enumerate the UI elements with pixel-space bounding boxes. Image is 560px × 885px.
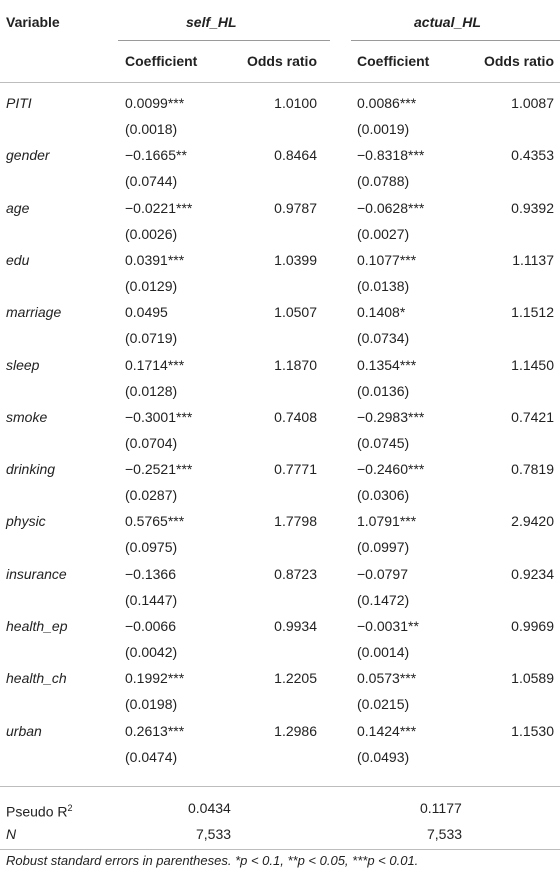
odds-ratio-actual: 1.1450	[511, 357, 554, 373]
coefficient-self: 0.5765***	[125, 513, 185, 529]
odds-ratio-actual: 0.4353	[511, 147, 554, 163]
coefficient-actual: 0.1354***	[357, 357, 417, 373]
std-error-self: (0.0474)	[125, 749, 178, 765]
footer-divider	[0, 849, 560, 850]
variable-name: health_ch	[6, 670, 67, 686]
variable-name: age	[6, 200, 30, 216]
odds-ratio-self: 1.0100	[274, 95, 317, 111]
coef-header-2: Coefficient	[357, 53, 430, 69]
coefficient-self: 0.0391***	[125, 252, 185, 268]
std-error-self: (0.0287)	[125, 487, 178, 503]
pseudo-r2-value-1: 0.0434	[188, 800, 231, 816]
coefficient-self: −0.3001***	[125, 409, 193, 425]
std-error-self: (0.0042)	[125, 644, 178, 660]
coefficient-actual: −0.2983***	[357, 409, 425, 425]
coefficient-self: −0.0066	[125, 618, 176, 634]
odds-ratio-self: 1.0399	[274, 252, 317, 268]
odds-ratio-actual: 1.1137	[512, 252, 554, 268]
variable-name: sleep	[6, 357, 40, 373]
odds-ratio-self: 1.7798	[274, 513, 317, 529]
variable-name: physic	[6, 513, 46, 529]
variable-name: gender	[6, 147, 50, 163]
coefficient-self: 0.0099***	[125, 95, 185, 111]
std-error-actual: (0.0215)	[357, 696, 410, 712]
odds-ratio-actual: 0.9392	[511, 200, 554, 216]
variable-name: PITI	[6, 95, 32, 111]
odds-ratio-actual: 1.0087	[511, 95, 554, 111]
std-error-self: (0.1447)	[125, 592, 178, 608]
coefficient-actual: −0.8318***	[357, 147, 425, 163]
coefficient-actual: 1.0791***	[357, 513, 417, 529]
std-error-actual: (0.0014)	[357, 644, 410, 660]
odds-ratio-actual: 2.9420	[511, 513, 554, 529]
variable-name: smoke	[6, 409, 48, 425]
std-error-self: (0.0975)	[125, 539, 178, 555]
coefficient-actual: 0.1424***	[357, 723, 417, 739]
std-error-actual: (0.0788)	[357, 173, 410, 189]
std-error-self: (0.0198)	[125, 696, 178, 712]
std-error-actual: (0.0027)	[357, 226, 410, 242]
variable-name: marriage	[6, 304, 62, 320]
n-label: N	[6, 826, 17, 842]
odds-ratio-self: 0.9934	[274, 618, 317, 634]
variable-name: insurance	[6, 566, 67, 582]
std-error-actual: (0.0138)	[357, 278, 410, 294]
header-divider	[0, 82, 560, 83]
odds-ratio-self: 1.2986	[274, 723, 317, 739]
std-error-actual: (0.0493)	[357, 749, 410, 765]
variable-name: health_ep	[6, 618, 68, 634]
odds-ratio-actual: 1.1530	[511, 723, 554, 739]
variable-header: Variable	[6, 14, 60, 30]
odds-ratio-self: 0.9787	[274, 200, 317, 216]
coefficient-self: −0.2521***	[125, 461, 193, 477]
group-header-actual-hl: actual_HL	[414, 14, 481, 30]
odds-ratio-self: 0.7408	[274, 409, 317, 425]
odds-ratio-actual: 1.1512	[511, 304, 554, 320]
odds-ratio-self: 1.2205	[274, 670, 317, 686]
std-error-actual: (0.0019)	[357, 121, 410, 137]
odds-ratio-self: 1.0507	[274, 304, 317, 320]
std-error-self: (0.0128)	[125, 383, 178, 399]
coefficient-actual: 0.1077***	[357, 252, 417, 268]
odds-ratio-self: 0.8464	[274, 147, 317, 163]
odds-ratio-self: 1.1870	[274, 357, 317, 373]
group-underline-self	[118, 40, 330, 41]
std-error-actual: (0.0997)	[357, 539, 410, 555]
std-error-actual: (0.0734)	[357, 330, 410, 346]
variable-name: drinking	[6, 461, 56, 477]
group-header-self-hl: self_HL	[186, 14, 237, 30]
coefficient-actual: −0.0797	[357, 566, 408, 582]
coefficient-self: 0.1714***	[125, 357, 185, 373]
odds-ratio-self: 0.8723	[274, 566, 317, 582]
or-header-2: Odds ratio	[483, 53, 554, 69]
coefficient-actual: −0.0031**	[357, 618, 419, 634]
odds-ratio-actual: 0.9969	[511, 618, 554, 634]
coefficient-actual: −0.2460***	[357, 461, 425, 477]
coefficient-self: 0.1992***	[125, 670, 185, 686]
std-error-self: (0.0026)	[125, 226, 178, 242]
footnote: Robust standard errors in parentheses. *p < 0.1, **p < 0.05, ***p < 0.01.	[6, 853, 419, 868]
coefficient-actual: 0.0086***	[357, 95, 417, 111]
coef-header-1: Coefficient	[125, 53, 198, 69]
coefficient-actual: 0.1408*	[357, 304, 406, 320]
coefficient-self: −0.1665**	[125, 147, 187, 163]
coefficient-actual: −0.0628***	[357, 200, 425, 216]
pseudo-r2-label: Pseudo $R^2$	[6, 803, 73, 820]
std-error-self: (0.0018)	[125, 121, 178, 137]
coefficient-self: −0.0221***	[125, 200, 193, 216]
std-error-actual: (0.1472)	[357, 592, 410, 608]
std-error-self: (0.0719)	[125, 330, 178, 346]
odds-ratio-actual: 0.9234	[511, 566, 554, 582]
std-error-actual: (0.0745)	[357, 435, 410, 451]
variable-name: urban	[6, 723, 42, 739]
coefficient-self: 0.2613***	[125, 723, 185, 739]
std-error-self: (0.0129)	[125, 278, 178, 294]
n-value-1: 7,533	[196, 826, 232, 842]
std-error-actual: (0.0306)	[357, 487, 410, 503]
pseudo-r2-value-2: 0.1177	[420, 800, 462, 816]
coefficient-actual: 0.0573***	[357, 670, 417, 686]
n-value-2: 7,533	[427, 826, 463, 842]
variable-name: edu	[6, 252, 30, 268]
coefficient-self: −0.1366	[125, 566, 176, 582]
odds-ratio-self: 0.7771	[274, 461, 317, 477]
odds-ratio-actual: 0.7421	[511, 409, 554, 425]
group-underline-actual	[351, 40, 560, 41]
coefficient-self: 0.0495	[125, 304, 168, 320]
or-header-1: Odds ratio	[246, 53, 317, 69]
std-error-self: (0.0744)	[125, 173, 178, 189]
std-error-self: (0.0704)	[125, 435, 178, 451]
odds-ratio-actual: 1.0589	[511, 670, 554, 686]
std-error-actual: (0.0136)	[357, 383, 410, 399]
odds-ratio-actual: 0.7819	[511, 461, 554, 477]
stats-divider	[0, 786, 560, 787]
